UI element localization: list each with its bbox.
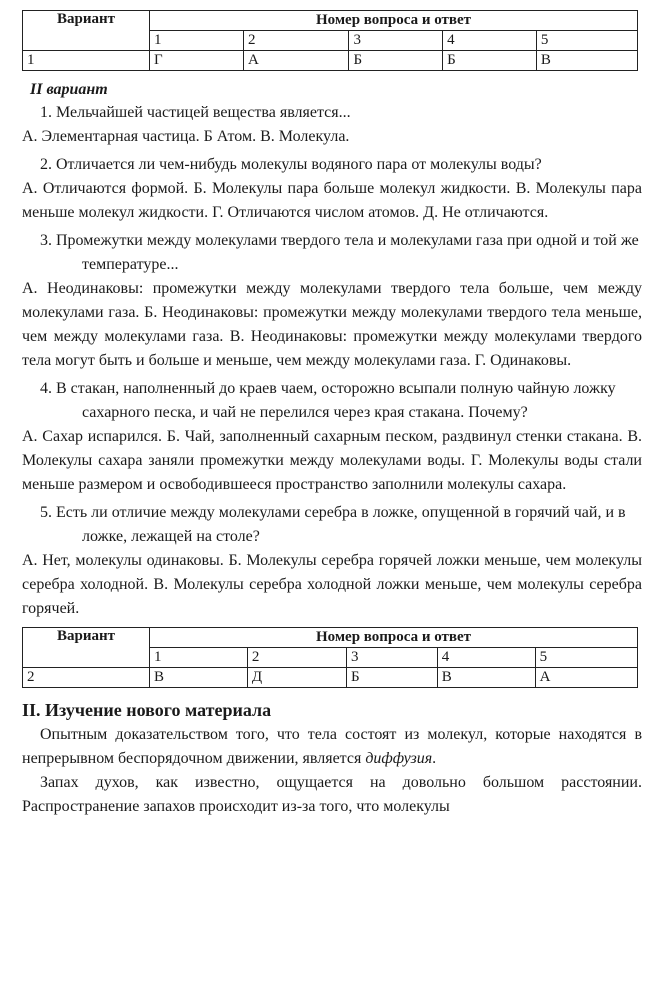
answer-cell: В	[150, 668, 248, 688]
answer-options: А. Отличаются формой. Б. Молекулы пара больше молекул жидкости. В. Молекулы пара меньше молекул жидкости. Г. Отличаются числом атомов. Д. Не отличаются.	[22, 180, 642, 221]
question-number: 4	[443, 31, 537, 51]
section-heading: II. Изучение нового материала	[22, 700, 272, 720]
answer-options: А. Неодинаковы: промежутки между молекулами твердого тела больше, чем между молекулами газа. Б. Неодинаковы: промежутки между молекулами твердого тела меньше, чем между молекулами газа. В. Неодинаковы: промежутки между молекулами твердого тела могут быть и больше и меньше, чем между молекулами газа. Г. Одинаковы.	[22, 280, 642, 369]
question-number: 2	[243, 31, 349, 51]
answer-cell: Б	[346, 668, 437, 688]
answer-cell: Б	[349, 51, 443, 71]
paragraph: Запах духов, как известно, ощущается на довольно большом расстоянии. Распространение запахов происходит из-за того, что молекулы	[22, 774, 642, 815]
question-block	[22, 229, 642, 373]
answer-cell: Д	[247, 668, 346, 688]
question-text: 1. Мельчайшей частицей вещества является...	[40, 104, 351, 121]
question-text: 4. В стакан, наполненный до краев чаем, осторожно всыпали полную чайную ложку сахарного песка, и чай не перелился через края стакана. Почему?	[40, 380, 616, 421]
answer-cell: А	[243, 51, 349, 71]
question-block	[22, 153, 642, 225]
question-block	[22, 501, 642, 621]
answer-cell: В	[536, 51, 637, 71]
answers-table-variant-2	[22, 627, 638, 688]
emphasis-term: диффузия	[365, 750, 433, 767]
question-number: 4	[437, 648, 535, 668]
variant-2-title: II вариант	[30, 81, 108, 98]
answer-cell: Б	[443, 51, 537, 71]
question-block	[22, 101, 642, 149]
header-question-answer: Номер вопроса и ответ	[150, 628, 638, 648]
question-number: 2	[247, 648, 346, 668]
paragraph: Опытным доказательством того, что тела состоят из молекул, которые находятся в непрерывном беспорядочном движении, является диффузия.	[22, 726, 642, 767]
answer-options: А. Элементарная частица. Б Атом. В. Молекула.	[22, 128, 350, 145]
question-block	[22, 377, 642, 497]
question-number: 3	[349, 31, 443, 51]
answers-table-variant-1	[22, 10, 638, 71]
answer-cell: В	[437, 668, 535, 688]
header-variant: Вариант	[23, 628, 150, 668]
header-variant: Вариант	[23, 11, 150, 51]
answer-options: А. Сахар испарился. Б. Чай, заполненный сахарным песком, раздвинул стенки стакана. В. Молекулы сахара заняли промежутки между молекулами воды. Г. Молекулы воды стали меньше размером и освободившееся пространство заполнили молекулы сахара.	[22, 428, 642, 493]
answer-options: А. Нет, молекулы одинаковы. Б. Молекулы серебра горячей ложки меньше, чем молекулы серебра холодной. В. Молекулы серебра холодной ложки меньше, чем молекулы серебра горячей.	[22, 552, 642, 617]
variant-number: 2	[23, 668, 150, 688]
question-text: 2. Отличается ли чем-нибудь молекулы водяного пара от молекулы воды?	[40, 156, 542, 173]
question-number: 3	[346, 648, 437, 668]
answer-cell: А	[535, 668, 637, 688]
question-text: 3. Промежутки между молекулами твердого тела и молекулами газа при одной и той же температуре...	[40, 232, 639, 273]
question-number: 1	[150, 31, 244, 51]
answer-cell: Г	[150, 51, 244, 71]
header-question-answer: Номер вопроса и ответ	[150, 11, 638, 31]
question-number: 1	[150, 648, 248, 668]
question-text: 5. Есть ли отличие между молекулами серебра в ложке, опущенной в горячий чай, и в ложке, лежащей на столе?	[40, 504, 626, 545]
question-number: 5	[535, 648, 637, 668]
question-number: 5	[536, 31, 637, 51]
variant-number: 1	[23, 51, 150, 71]
